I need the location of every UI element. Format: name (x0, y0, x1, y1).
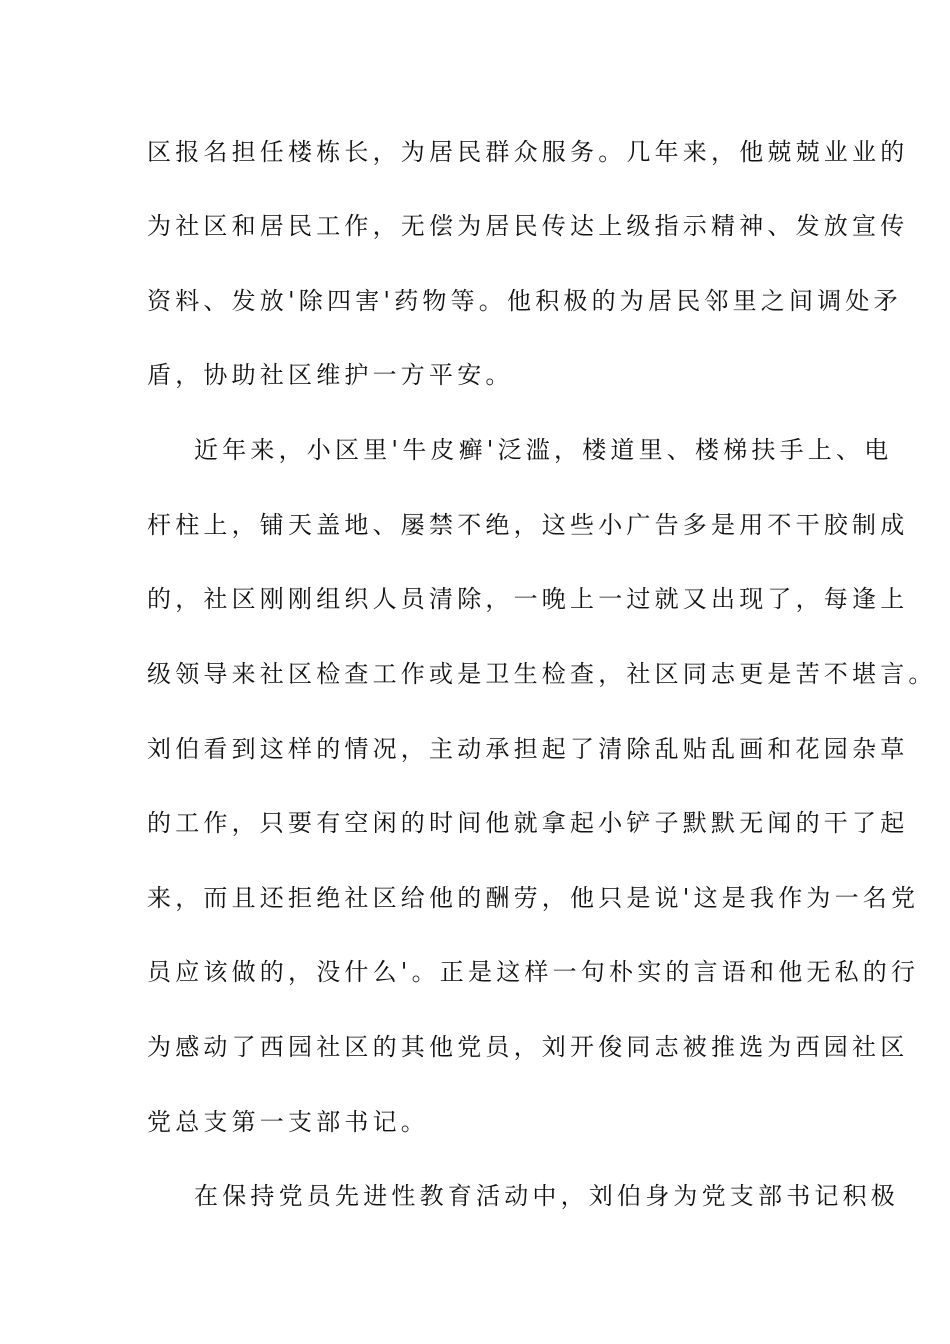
text-line: 资料、发放'除四害'药物等。他积极的为居民邻里之间调处矛 (147, 287, 902, 315)
text-line: 员应该做的，没什么'。正是这样一句朴实的言语和他无私的行 (147, 958, 920, 986)
text-line: 的，社区刚刚组织人员清除，一晚上一过就又出现了，每逢上 (147, 585, 909, 613)
text-line: 刘伯看到这样的情况，主动承担起了清除乱贴乱画和花园杂草 (147, 735, 909, 763)
text-line: 来，而且还拒绝社区给他的酬劳，他只是说'这是我作为一名党 (147, 884, 920, 912)
text-line: 杆柱上，铺天盖地、屡禁不绝，这些小广告多是用不干胶制成 (147, 511, 909, 539)
paragraph-first-line: 近年来，小区里'牛皮癣'泛滥，楼道里、楼梯扶手上、电 (194, 436, 893, 464)
text-line: 为社区和居民工作，无偿为居民传达上级指示精神、发放宣传 (147, 212, 909, 240)
text-line: 级领导来社区检查工作或是卫生检查，社区同志更是苦不堪言。 (147, 660, 937, 688)
text-line: 党总支第一支部书记。 (147, 1108, 429, 1136)
paragraph-first-line: 在保持党员先进性教育活动中，刘伯身为党支部书记积极 (194, 1182, 899, 1210)
text-line: 为感动了西园社区的其他党员，刘开俊同志被推选为西园社区 (147, 1033, 909, 1061)
text-line: 区报名担任楼栋长，为居民群众服务。几年来，他兢兢业业的 (147, 138, 909, 166)
text-line: 的工作，只要有空闲的时间他就拿起小铲子默默无闻的干了起 (147, 809, 909, 837)
text-line: 盾，协助社区维护一方平安。 (147, 361, 514, 389)
